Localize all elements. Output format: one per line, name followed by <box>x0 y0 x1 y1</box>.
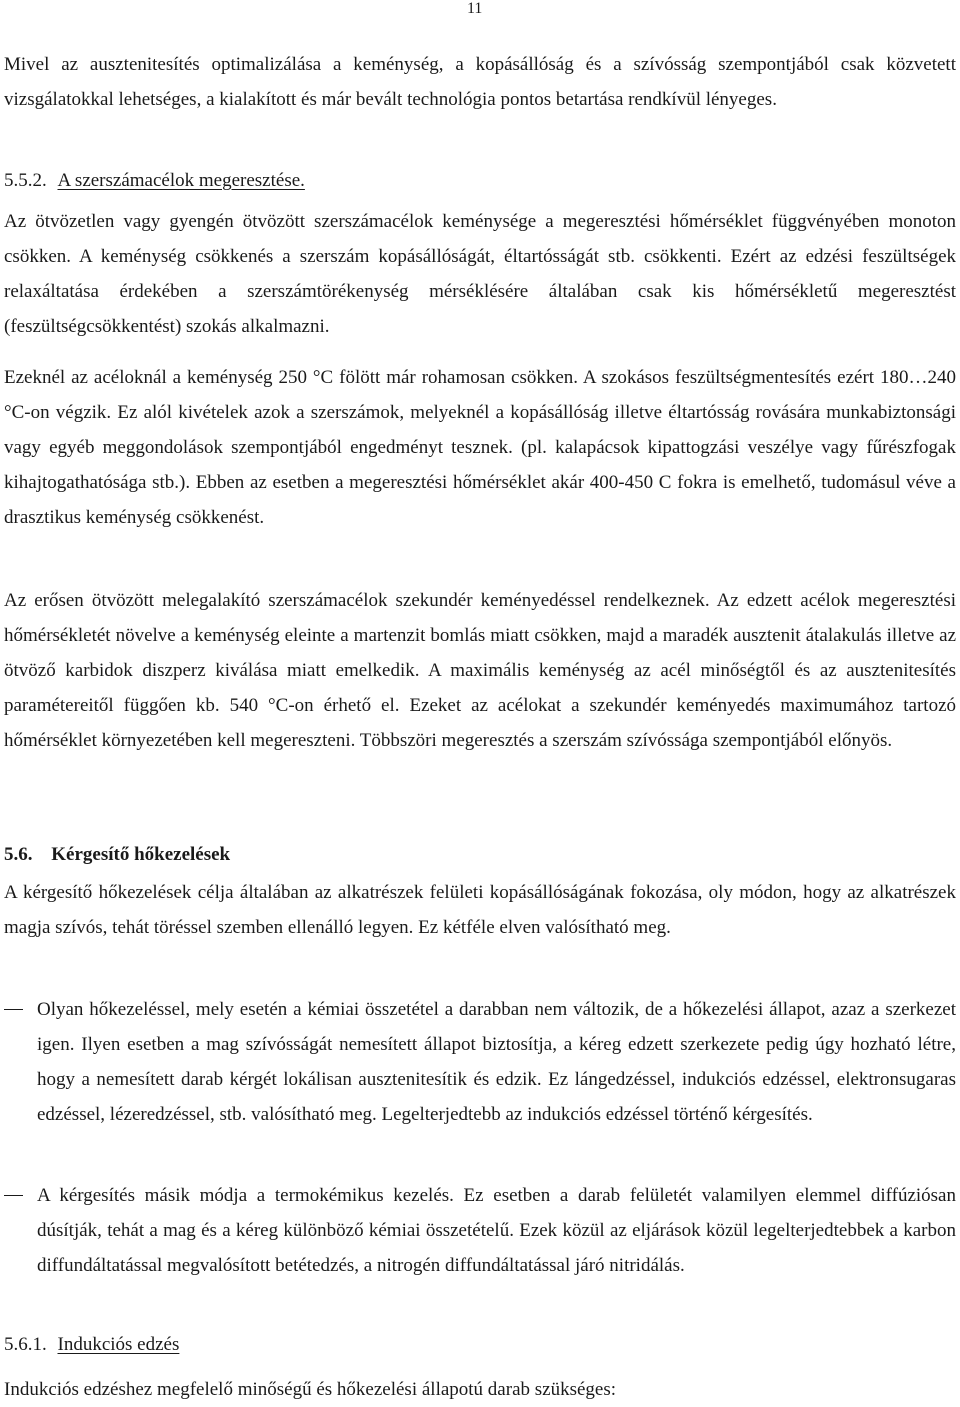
paragraph-text: Ezeknél az acéloknál a keménység 250 °C fölött már rohamosan csökken. A szokásos feszültségmentesítés ezért 180…240 °C-on végzik. Ez alól kivételek azok a szerszámok, melyeknél a kopásállóság illetve éltartósság rovására munkabiztonsági vagy egyéb meggondolások szempontjából engedményt tesznek. (pl. kalapácsok kipattogzási veszélye vagy fűrészfogak kihajtogathatósága stb.). Ebben az esetben a megeresztési hőmérséklet akár 400-450 C fokra is emelhető, tudomásul véve a drasztikus keménység csökkenést. <box>4 367 956 528</box>
paragraph-case-hardening <box>4 875 956 945</box>
section-number: 5.6. <box>4 844 33 865</box>
paragraph-unalloyed-tempering <box>4 204 956 344</box>
list-item-text: A kérgesítés másik módja a termokémikus kezelés. Ez esetben a darab felületét valamilyen elemmel diffúziósan dúsítják, tehát a mag és a kéreg különböző kémiai összetételű. Ezek közül az eljárások közül legelterjedtebbek a karbon diffundáltatással megvalósított betétedzés, a nitrogén diffundáltatással járó nitridálás. <box>37 1185 956 1276</box>
section-heading-5-5-2 <box>4 163 305 198</box>
section-heading-5-6-1 <box>4 1327 179 1362</box>
paragraph-text: Indukciós edzéshez megfelelő minőségű és hőkezelési állapotú darab szükséges: <box>4 1379 617 1400</box>
paragraph-text: Az erősen ötvözött melegalakító szerszámacélok szekundér keményedéssel rendelkeznek. Az edzett acélok megeresztési hőmérsékletét növelve a keménység eleinte a martenzit bomlás miatt csökken, majd a maradék ausztenit átalakulás illetve az ötvöző karbidok diszperz kiválása miatt emelkedik. A maximális keménység az acél minőségtől és az ausztenitesítés paramétereitől függően kb. 540 °C-on érhető el. Ezeket az acélokat a szekundér keményedés maximumához tartozó hőmérséklet környezetében kell megereszteni. Többszöri megeresztés a szerszám szívóssága szempontjából előnyös. <box>4 590 956 751</box>
list-item-text: Olyan hőkezeléssel, mely esetén a kémiai összetétel a darabban nem változik, de a hőkezelési állapot, azaz a szerkezet igen. Ilyen esetben a mag szívósságát nemesített állapot biztosítja, a kéreg edzett szerkezete pedig úgy hozható létre, hogy a nemesített darab kérgét lokálisan ausztenitesítik és edzik. Ez lángedzéssel, indukciós edzéssel, elektronsugaras edzéssel, lézeredzéssel, stb. valósítható meg. Legelterjedtebb az indukciós edzéssel történő kérgesítés. <box>37 999 956 1125</box>
section-title: A szerszámacélok megeresztése. <box>57 170 305 191</box>
paragraph-text: Az ötvözetlen vagy gyengén ötvözött szerszámacélok keménysége a megeresztési hőmérséklet függvényében monoton csökken. A keménység csökkenés a szerszám kopásállóságát, éltartósságát stb. csökkenti. Ezért az edzési feszültségek relaxáltatása érdekében a szerszámtörékenység mérséklésére általában csak kis hőmérsékletű megeresztést (feszültségcsökkentést) szokás alkalmazni. <box>4 211 956 337</box>
page-number: 11 <box>467 0 483 17</box>
paragraph-text: A kérgesítő hőkezelések célja általában az alkatrészek felületi kopásállóságának fokozása, oly módon, hogy az alkatrészek magja szívós, tehát töréssel szemben ellenálló legyen. Ez kétféle elven valósítható meg. <box>4 882 956 938</box>
section-number: 5.5.2. <box>4 170 47 191</box>
paragraph-text: Mivel az ausztenitesítés optimalizálása a keménység, a kopásállóság és a szívósság szempontjából csak közvetett vizsgálatokkal lehetséges, a kialakított és már bevált technológia pontos betartása rendkívül lényeges. <box>4 54 956 110</box>
section-title: Kérgesítő hőkezelések <box>51 844 231 865</box>
list-item <box>4 992 956 1132</box>
section-heading-5-6 <box>4 837 230 872</box>
section-number: 5.6.1. <box>4 1334 47 1355</box>
dash-bullet-icon <box>4 1195 23 1196</box>
paragraph-induction-requirements <box>4 1372 956 1407</box>
paragraph-hardness-250 <box>4 360 956 535</box>
paragraph-intro <box>4 47 956 117</box>
section-title: Indukciós edzés <box>57 1334 180 1355</box>
paragraph-hot-work-steels <box>4 583 956 758</box>
dash-bullet-icon <box>4 1009 23 1010</box>
list-item <box>4 1178 956 1283</box>
